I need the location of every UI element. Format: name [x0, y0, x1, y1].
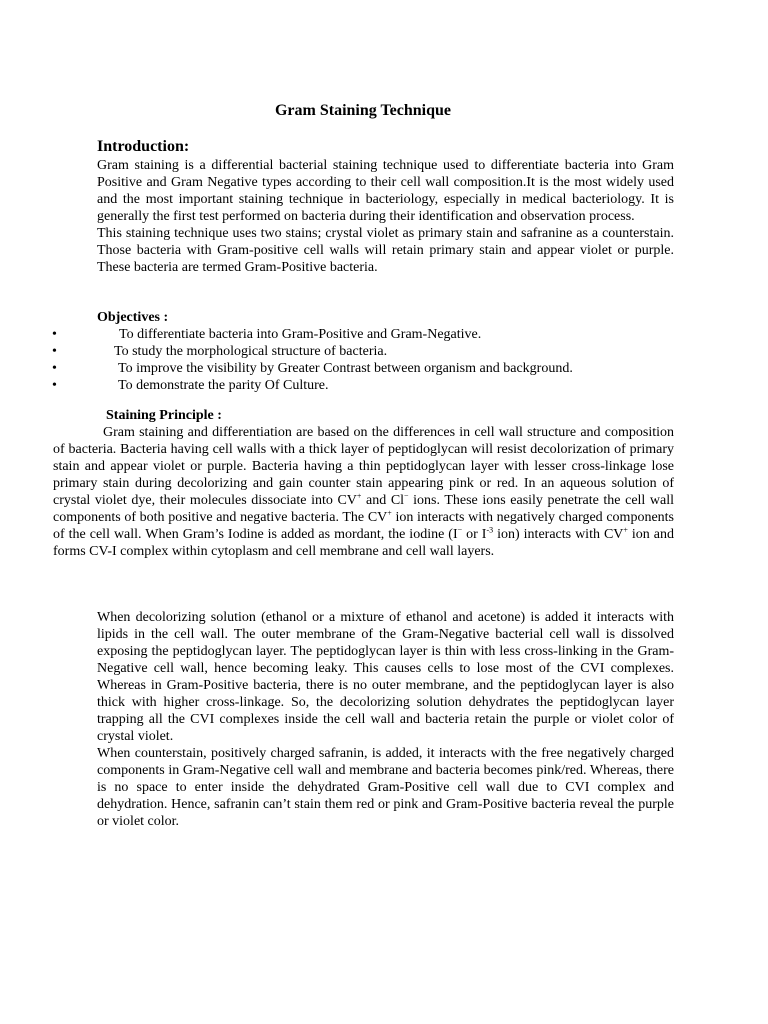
decolorization-paragraph: When decolorizing solution (ethanol or a mixture of ethanol and acetone) is added it interacts with lipids in the cell wall. The outer membrane of the Gram-Negative bacterial cell wall is dissolved exposing the peptidoglycan layer. The peptidoglycan layer is thin with less cross-linking in the Gram-Negative cell wall, hence becoming leaky. This causes cells to lose most of the CVI complexes. Whereas in Gram-Positive bacteria, there is no outer membrane, and the peptidoglycan layer is also thick with higher cross-linkage. So, the decolorizing solution dehydrates the peptidoglycan layer trapping all the CVI complexes inside the cell wall and bacteria retain the purple or violet color of crystal violet.	[97, 610, 674, 744]
counterstain-paragraph: When counterstain, positively charged safranin, is added, it interacts with the free negatively charged components in Gram-Negative cell wall and membrane and bacteria becomes pink/red. Whereas, there is no space to enter inside the dehydrated Gram-Positive cell wall due to CVI complex and dehydration. Hence, safranin can’t stain them red or pink and Gram-Positive bacteria reveal the purple or violet color.	[97, 746, 674, 829]
superscript: +	[356, 491, 362, 501]
staining-principle-paragraph	[53, 424, 674, 560]
bullet-icon: •	[52, 378, 57, 393]
staining-principle-text	[53, 424, 674, 560]
introduction-heading: Introduction:	[97, 138, 190, 155]
objective-text: To study the morphological structure of bacteria.	[114, 344, 388, 359]
text-run: ion) interacts with CV	[493, 527, 624, 542]
superscript: −	[457, 525, 463, 535]
bullet-icon: •	[52, 327, 57, 342]
text-run: Gram staining and differentiation are based on the differences in cell wall structure and composition of bacteria. Bacteria having cell walls with a thick layer of peptidoglycan will resist decolorization of primary stain and appear violet or purple. Bacteria having a thin peptidoglycan layer with lesser cross-linkage lose primary stain during decolorizing and gain counter stain appearing pink or red. In an aqueous solution of crystal violet dye, their molecules dissociate into CV	[53, 425, 674, 508]
objectives-list	[0, 326, 700, 394]
superscript: −	[404, 491, 409, 501]
bullet-icon: •	[52, 361, 57, 376]
introduction-paragraph: This staining technique uses two stains; crystal violet as primary stain and safranine as a counterstain. Those bacteria with Gram-positive cell walls will retain primary stain and appear violet or purple. These bacteria are termed Gram-Positive bacteria.	[97, 226, 674, 275]
bullet-icon: •	[52, 344, 57, 359]
superscript: +	[387, 508, 392, 518]
list-item	[0, 377, 700, 394]
text-run: and Cl	[361, 493, 405, 508]
objective-text: To improve the visibility by Greater Contrast between organism and background.	[118, 361, 573, 376]
text-run: ion interacts with negatively charged components of the cell wall. When Gram’s Iodine is added as mordant, the iodine (I	[53, 510, 674, 542]
introduction-paragraph: Gram staining is a differential bacterial staining technique used to differentiate bacteria into Gram Positive and Gram Negative types according to their cell wall composition.It is the most widely used and the most important staining technique in bacteriology, especially in medical bacteriology. It is generally the first test performed on bacteria during their identification and observation process.	[97, 158, 674, 224]
objectives-heading: Objectives :	[97, 310, 169, 325]
superscript: +	[623, 525, 628, 535]
staining-principle-heading: Staining Principle :	[106, 408, 222, 423]
introduction-text	[97, 157, 674, 276]
text-run: or I	[462, 527, 487, 542]
text-run: ion and forms CV-I complex within cytoplasm and cell membrane and cell wall layers.	[53, 527, 675, 559]
decolorization-text	[97, 609, 674, 830]
list-item	[0, 343, 700, 360]
list-item	[0, 360, 700, 377]
text-run: ions. These ions easily penetrate the cell wall components of both positive and negative bacteria. The CV	[53, 493, 674, 525]
objective-text: To differentiate bacteria into Gram-Positive and Gram-Negative.	[119, 327, 482, 342]
document-title: Gram Staining Technique	[274, 102, 452, 119]
superscript: -3	[486, 525, 494, 535]
list-item	[0, 326, 700, 343]
objective-text: To demonstrate the parity Of Culture.	[118, 378, 329, 393]
